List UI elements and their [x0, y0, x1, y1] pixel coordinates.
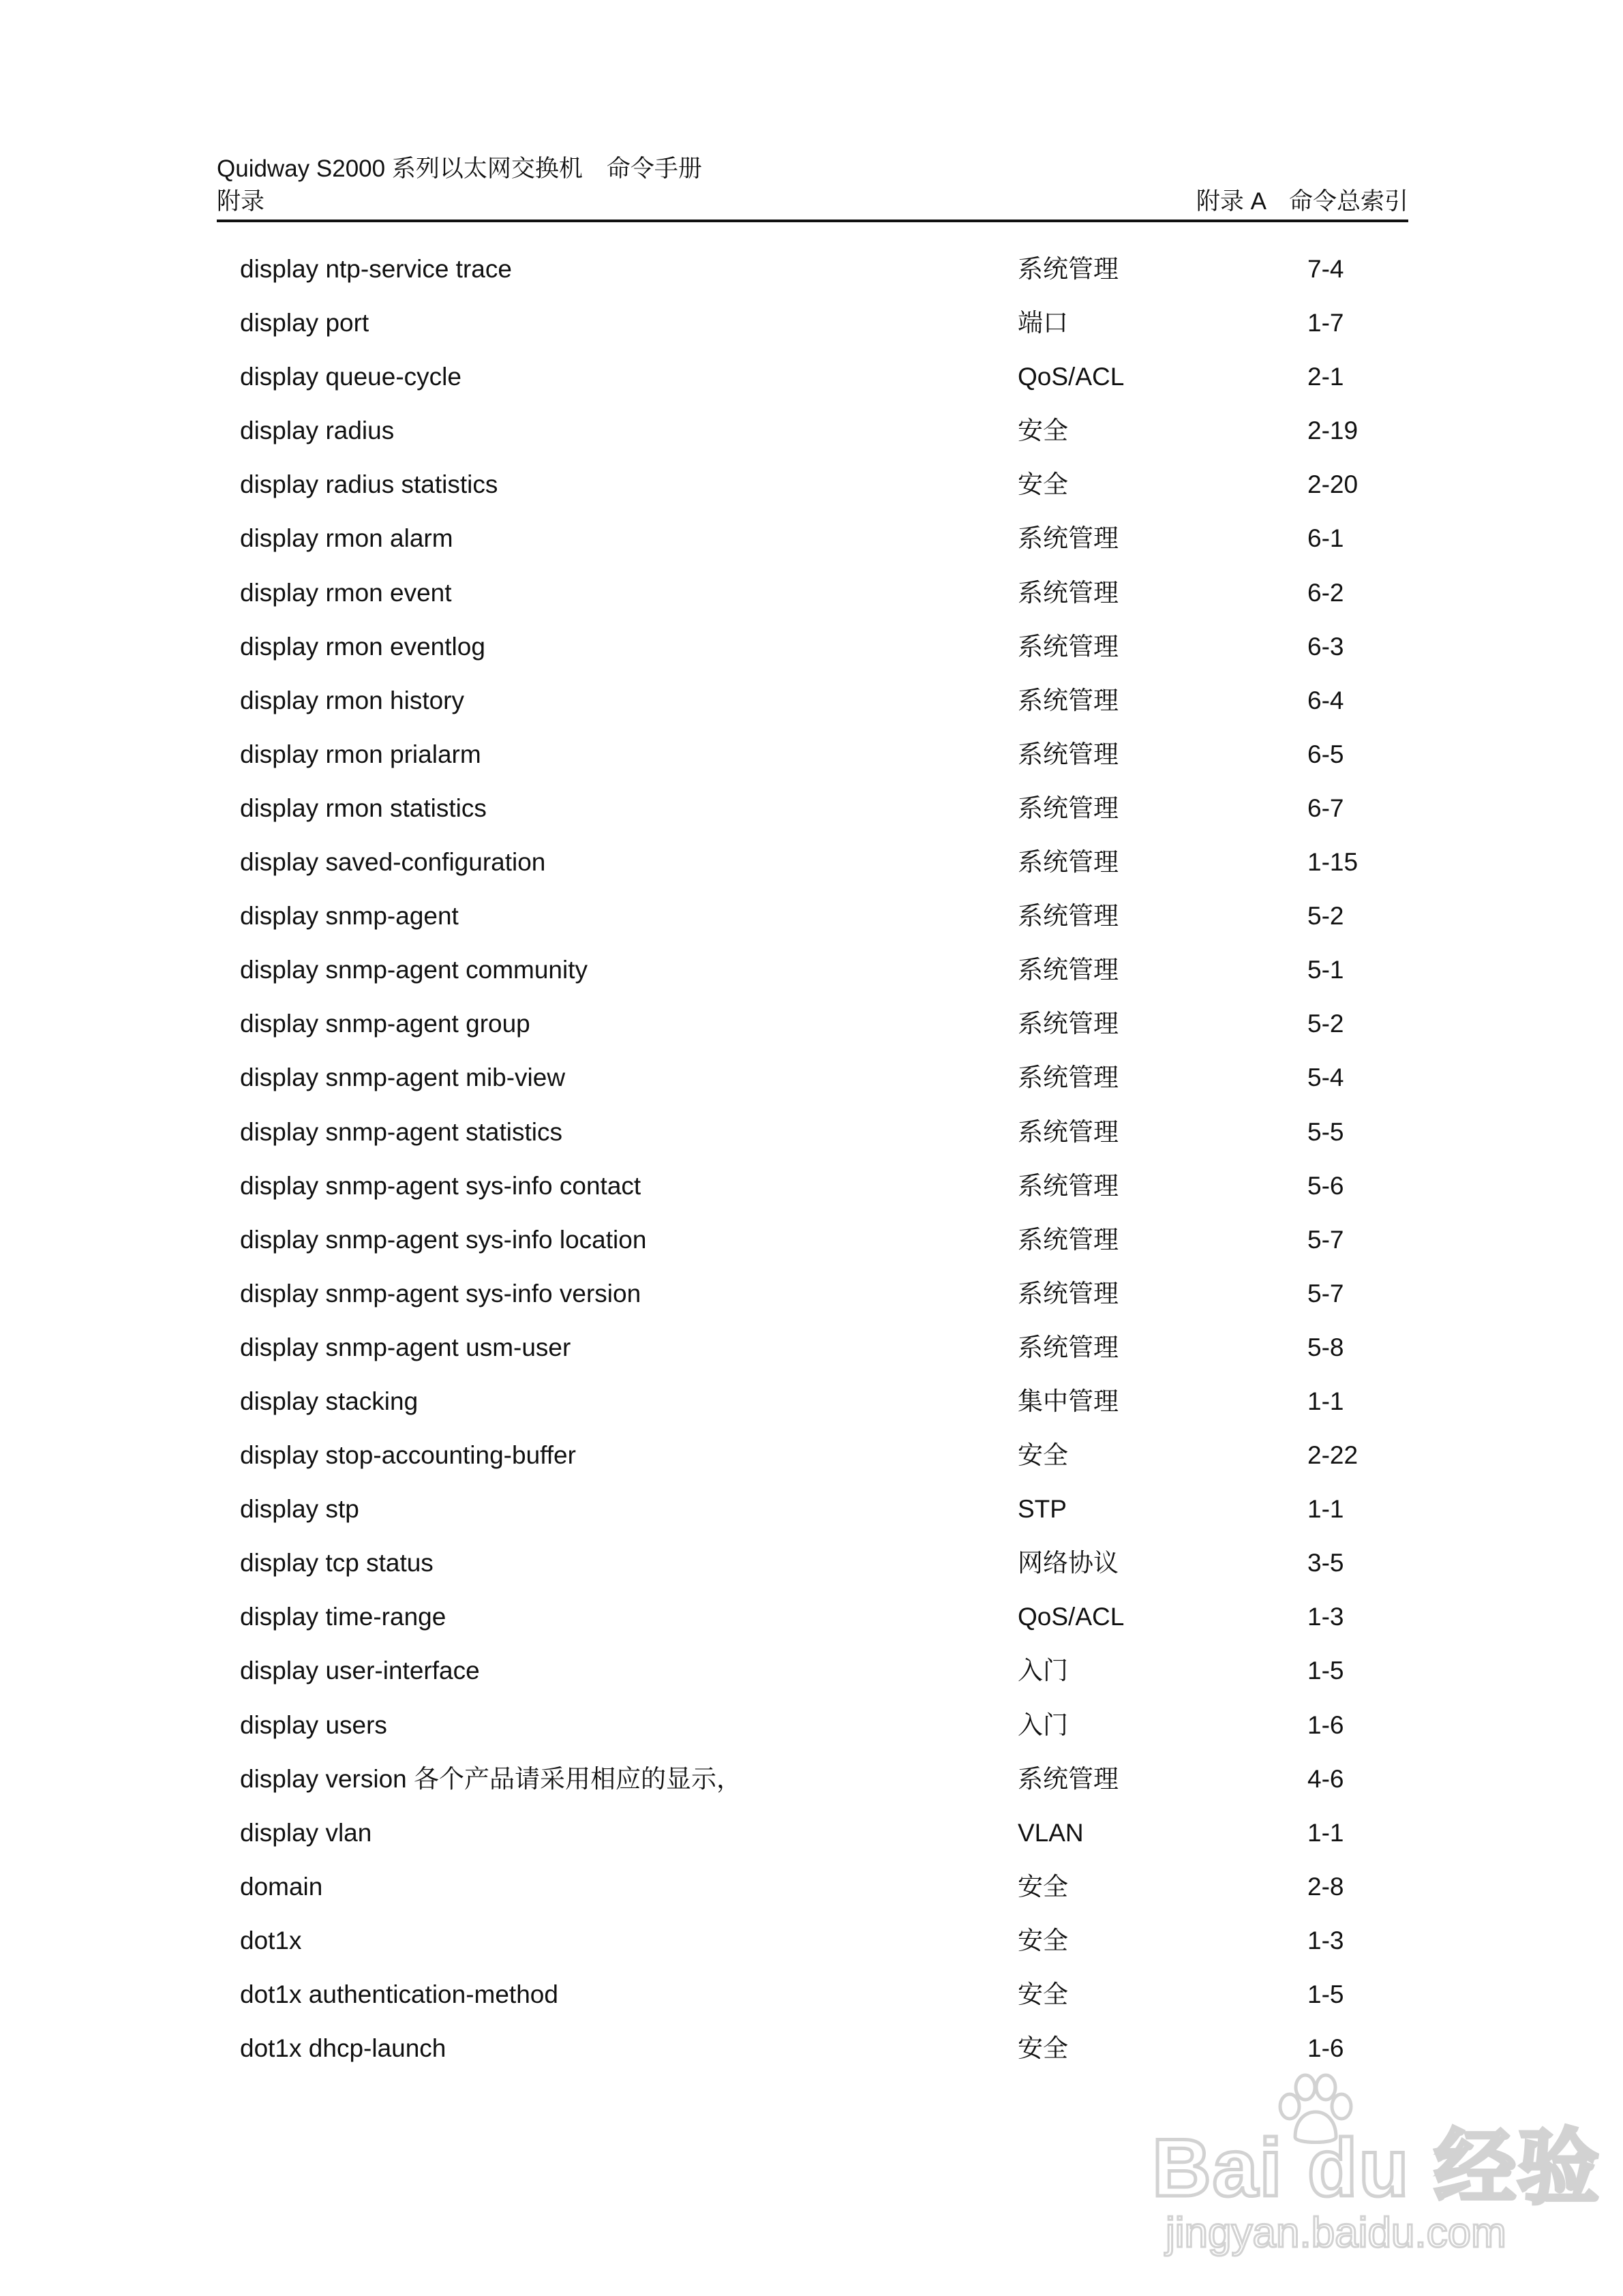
category-cell: 系统管理	[1018, 1009, 1119, 1039]
category-cell: 系统管理	[1018, 1224, 1119, 1254]
page-cell: 5-1	[1307, 956, 1344, 984]
page-cell: 5-6	[1307, 1171, 1344, 1200]
table-row	[240, 1115, 1406, 1169]
command-cell: display snmp-agent sys-info contact	[240, 1171, 641, 1200]
table-row	[240, 1654, 1406, 1708]
table-row	[240, 1546, 1406, 1600]
table-row	[240, 468, 1406, 522]
category-cell: 入门	[1018, 1710, 1068, 1740]
category-cell: 安全	[1018, 416, 1068, 446]
command-cell: display rmon eventlog	[240, 632, 485, 661]
table-row	[240, 522, 1406, 575]
command-cell: dot1x dhcp-launch	[240, 2034, 446, 2063]
command-cell: display snmp-agent statistics	[240, 1117, 562, 1146]
page-cell: 1-6	[1307, 1710, 1344, 1739]
page-cell: 5-8	[1307, 1333, 1344, 1361]
table-row	[240, 360, 1406, 414]
command-cell: display vlan	[240, 1818, 372, 1847]
page-cell: 1-15	[1307, 848, 1359, 877]
category-cell: QoS/ACL	[1018, 1603, 1125, 1631]
command-cell: display radius	[240, 417, 395, 445]
command-cell: display snmp-agent community	[240, 956, 588, 984]
page-cell: 6-7	[1307, 794, 1344, 822]
table-row	[240, 306, 1406, 360]
table-row	[240, 1708, 1406, 1762]
watermark-url: jingyan.baidu.com	[1166, 2209, 1506, 2256]
page-cell: 6-3	[1307, 632, 1344, 661]
command-cell: display rmon event	[240, 578, 452, 607]
page-cell: 6-4	[1307, 686, 1344, 714]
page-cell: 5-5	[1307, 1117, 1344, 1146]
command-cell: display stop-accounting-buffer	[240, 1441, 576, 1470]
category-cell: 系统管理	[1018, 847, 1119, 877]
table-row	[240, 1169, 1406, 1223]
page-cell: 1-1	[1307, 1387, 1344, 1415]
command-cell: domain	[240, 1872, 323, 1901]
page-cell: 1-5	[1307, 1980, 1344, 2008]
page-cell: 1-1	[1307, 1495, 1344, 1524]
table-row	[240, 1978, 1406, 2031]
command-cell: display version 各个产品请采用相应的显示，	[240, 1764, 742, 1793]
command-cell: display snmp-agent mib-view	[240, 1063, 566, 1092]
command-cell: display port	[240, 309, 369, 337]
category-cell: VLAN	[1018, 1818, 1084, 1847]
category-cell: 系统管理	[1018, 1170, 1119, 1200]
category-cell: QoS/ACL	[1018, 363, 1125, 391]
table-row	[240, 1762, 1406, 1816]
category-cell: 系统管理	[1018, 1117, 1119, 1147]
category-cell: 端口	[1018, 308, 1068, 338]
category-cell: 安全	[1018, 1871, 1068, 1901]
category-cell: 安全	[1018, 470, 1068, 500]
page-cell: 1-7	[1307, 309, 1344, 337]
command-cell: display rmon alarm	[240, 524, 453, 553]
command-cell: display user-interface	[240, 1657, 480, 1685]
header-title: Quidway S2000 系列以太网交换机 命令手册	[217, 155, 702, 182]
table-row	[240, 791, 1406, 845]
category-cell: 系统管理	[1018, 739, 1119, 769]
table-row	[240, 1223, 1406, 1277]
command-cell: display snmp-agent sys-info location	[240, 1225, 647, 1254]
page-cell: 3-5	[1307, 1549, 1344, 1577]
category-cell: 安全	[1018, 1440, 1068, 1470]
page-cell: 5-4	[1307, 1063, 1344, 1092]
category-cell: 网络协议	[1018, 1548, 1119, 1578]
command-cell: display ntp-service trace	[240, 255, 512, 283]
table-row	[240, 1061, 1406, 1115]
command-cell: display snmp-agent usm-user	[240, 1333, 571, 1361]
command-cell: display rmon statistics	[240, 794, 487, 822]
category-cell: 系统管理	[1018, 1063, 1119, 1093]
page-cell: 2-20	[1307, 470, 1359, 499]
command-cell: display stp	[240, 1495, 359, 1524]
page-cell: 6-5	[1307, 740, 1344, 768]
page-cell: 6-2	[1307, 578, 1344, 607]
category-cell: 安全	[1018, 1980, 1068, 2009]
category-cell: 系统管理	[1018, 254, 1119, 284]
command-cell: display users	[240, 1710, 387, 1739]
command-cell: dot1x	[240, 1926, 302, 1954]
command-cell: display tcp status	[240, 1549, 434, 1577]
table-row	[240, 1277, 1406, 1331]
page-cell: 6-1	[1307, 524, 1344, 553]
table-row	[240, 684, 1406, 738]
page-cell: 2-19	[1307, 417, 1359, 445]
table-row	[240, 1438, 1406, 1492]
command-cell: display stacking	[240, 1387, 419, 1415]
category-cell: 系统管理	[1018, 793, 1119, 823]
category-cell: 系统管理	[1018, 1278, 1119, 1308]
category-cell: 集中管理	[1018, 1386, 1119, 1416]
page-cell: 1-1	[1307, 1818, 1344, 1847]
page-cell: 2-8	[1307, 1872, 1344, 1901]
table-row	[240, 252, 1406, 306]
category-cell: 系统管理	[1018, 524, 1119, 554]
command-cell: display saved-configuration	[240, 848, 546, 877]
page-cell: 1-6	[1307, 2034, 1344, 2063]
command-index-table	[240, 252, 1406, 2085]
command-cell: dot1x authentication-method	[240, 1980, 558, 2008]
page-cell: 2-1	[1307, 363, 1344, 391]
command-cell: display rmon prialarm	[240, 740, 481, 768]
page-cell: 5-2	[1307, 1010, 1344, 1038]
watermark-brand: Bai du 经验	[1152, 2122, 1601, 2214]
table-row	[240, 738, 1406, 791]
page-cell: 2-22	[1307, 1441, 1359, 1470]
command-cell: display queue-cycle	[240, 363, 461, 391]
category-cell: 系统管理	[1018, 577, 1119, 607]
command-cell: display snmp-agent group	[240, 1010, 530, 1038]
page-cell: 7-4	[1307, 255, 1344, 283]
command-cell: display radius statistics	[240, 470, 498, 499]
table-row	[240, 953, 1406, 1007]
header-section: 附录	[217, 188, 265, 215]
command-cell: display snmp-agent sys-info version	[240, 1279, 641, 1308]
table-row	[240, 1870, 1406, 1924]
table-row	[240, 576, 1406, 630]
category-cell: STP	[1018, 1495, 1067, 1524]
category-cell: 系统管理	[1018, 685, 1119, 715]
table-row	[240, 1007, 1406, 1061]
table-row	[240, 1331, 1406, 1385]
table-row	[240, 1492, 1406, 1546]
page-cell: 1-3	[1307, 1603, 1344, 1631]
category-cell: 安全	[1018, 2034, 1068, 2064]
table-row	[240, 899, 1406, 953]
table-row	[240, 630, 1406, 684]
table-row	[240, 1385, 1406, 1438]
category-cell: 系统管理	[1018, 1764, 1119, 1794]
category-cell: 系统管理	[1018, 955, 1119, 985]
page-cell: 1-5	[1307, 1657, 1344, 1685]
page-cell: 5-2	[1307, 902, 1344, 931]
command-cell: display snmp-agent	[240, 902, 459, 931]
category-cell: 系统管理	[1018, 1332, 1119, 1362]
baidu-jingyan-watermark	[1152, 2072, 1601, 2263]
category-cell: 系统管理	[1018, 631, 1119, 661]
table-row	[240, 1600, 1406, 1654]
command-cell: display time-range	[240, 1603, 446, 1631]
category-cell: 安全	[1018, 1925, 1068, 1955]
page-cell: 5-7	[1307, 1279, 1344, 1308]
page-cell: 4-6	[1307, 1764, 1344, 1793]
command-cell: display rmon history	[240, 686, 465, 714]
header-rule	[217, 220, 1408, 222]
category-cell: 入门	[1018, 1656, 1068, 1686]
table-row	[240, 1924, 1406, 1978]
table-row	[240, 1816, 1406, 1870]
page-cell: 1-3	[1307, 1926, 1344, 1954]
category-cell: 系统管理	[1018, 901, 1119, 931]
header-appendix: 附录 A 命令总索引	[1196, 188, 1408, 215]
table-row	[240, 845, 1406, 899]
table-row	[240, 414, 1406, 468]
page-cell: 5-7	[1307, 1225, 1344, 1254]
